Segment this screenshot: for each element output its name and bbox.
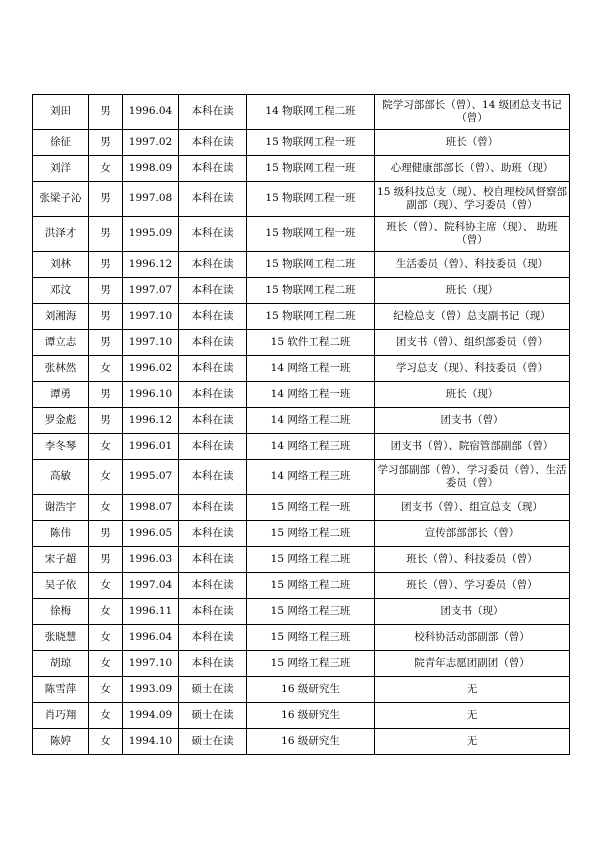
cell-education: 本科在读 xyxy=(179,278,247,304)
cell-birth: 1998.07 xyxy=(123,495,179,521)
cell-birth: 1996.10 xyxy=(123,382,179,408)
cell-sex: 男 xyxy=(89,217,123,252)
cell-role: 心理健康部部长（曾）、助班（现） xyxy=(375,156,570,182)
cell-birth: 1993.09 xyxy=(123,677,179,703)
table-row xyxy=(33,182,570,217)
cell-sex: 男 xyxy=(89,278,123,304)
cell-education: 本科在读 xyxy=(179,651,247,677)
table-row xyxy=(33,356,570,382)
table-row xyxy=(33,495,570,521)
cell-education: 本科在读 xyxy=(179,182,247,217)
cell-name: 李冬琴 xyxy=(33,434,89,460)
cell-name: 刘林 xyxy=(33,252,89,278)
cell-sex: 女 xyxy=(89,356,123,382)
cell-name: 张林然 xyxy=(33,356,89,382)
cell-role: 团支书（曾）、组宣总支（现） xyxy=(375,495,570,521)
cell-birth: 1997.10 xyxy=(123,304,179,330)
roster-table xyxy=(32,94,570,755)
cell-name: 宋子超 xyxy=(33,547,89,573)
cell-role: 15 级科技总支（现）、校自理校风督察部副部（现）、学习委员（曾） xyxy=(375,182,570,217)
cell-class: 15 物联网工程二班 xyxy=(247,278,375,304)
table-row xyxy=(33,677,570,703)
cell-class: 14 网络工程一班 xyxy=(247,356,375,382)
cell-role: 院青年志愿团副团（曾） xyxy=(375,651,570,677)
cell-education: 本科在读 xyxy=(179,304,247,330)
cell-education: 本科在读 xyxy=(179,217,247,252)
cell-class: 15 物联网工程一班 xyxy=(247,130,375,156)
cell-class: 14 网络工程三班 xyxy=(247,460,375,495)
cell-education: 本科在读 xyxy=(179,156,247,182)
cell-birth: 1997.04 xyxy=(123,573,179,599)
cell-class: 15 网络工程一班 xyxy=(247,495,375,521)
table-row xyxy=(33,252,570,278)
cell-sex: 女 xyxy=(89,651,123,677)
roster-table-body xyxy=(33,95,570,755)
cell-class: 15 物联网工程一班 xyxy=(247,217,375,252)
cell-name: 张梁子沁 xyxy=(33,182,89,217)
cell-role: 校科协活动部副部（曾） xyxy=(375,625,570,651)
cell-name: 刘洋 xyxy=(33,156,89,182)
cell-role: 纪检总支（曾）总支副书记（现） xyxy=(375,304,570,330)
cell-class: 16 级研究生 xyxy=(247,703,375,729)
cell-education: 本科在读 xyxy=(179,95,247,130)
table-row xyxy=(33,330,570,356)
table-row xyxy=(33,651,570,677)
table-row xyxy=(33,460,570,495)
cell-sex: 男 xyxy=(89,547,123,573)
cell-class: 15 网络工程三班 xyxy=(247,651,375,677)
cell-role: 无 xyxy=(375,703,570,729)
table-row xyxy=(33,156,570,182)
cell-name: 洪泽才 xyxy=(33,217,89,252)
table-row xyxy=(33,729,570,755)
cell-name: 张晓慧 xyxy=(33,625,89,651)
cell-class: 15 软件工程二班 xyxy=(247,330,375,356)
cell-class: 15 网络工程三班 xyxy=(247,625,375,651)
table-row xyxy=(33,573,570,599)
cell-name: 肖巧翔 xyxy=(33,703,89,729)
cell-role: 无 xyxy=(375,729,570,755)
cell-birth: 1996.11 xyxy=(123,599,179,625)
cell-sex: 女 xyxy=(89,703,123,729)
cell-sex: 女 xyxy=(89,677,123,703)
table-row xyxy=(33,130,570,156)
cell-education: 本科在读 xyxy=(179,330,247,356)
cell-class: 15 网络工程二班 xyxy=(247,547,375,573)
cell-education: 本科在读 xyxy=(179,495,247,521)
cell-sex: 女 xyxy=(89,495,123,521)
cell-birth: 1995.09 xyxy=(123,217,179,252)
cell-education: 本科在读 xyxy=(179,434,247,460)
cell-class: 15 物联网工程二班 xyxy=(247,304,375,330)
cell-sex: 男 xyxy=(89,95,123,130)
cell-sex: 男 xyxy=(89,252,123,278)
cell-birth: 1996.12 xyxy=(123,408,179,434)
cell-role: 班长（曾） xyxy=(375,130,570,156)
cell-education: 本科在读 xyxy=(179,252,247,278)
cell-education: 硕士在读 xyxy=(179,677,247,703)
cell-class: 15 网络工程二班 xyxy=(247,573,375,599)
cell-sex: 男 xyxy=(89,408,123,434)
cell-sex: 女 xyxy=(89,599,123,625)
cell-name: 谭勇 xyxy=(33,382,89,408)
cell-role: 班长（曾）、科技委员（曾） xyxy=(375,547,570,573)
cell-name: 陈伟 xyxy=(33,521,89,547)
cell-sex: 男 xyxy=(89,382,123,408)
cell-name: 高敏 xyxy=(33,460,89,495)
cell-birth: 1996.12 xyxy=(123,252,179,278)
cell-sex: 男 xyxy=(89,130,123,156)
table-row xyxy=(33,547,570,573)
cell-name: 邓汶 xyxy=(33,278,89,304)
cell-name: 刘田 xyxy=(33,95,89,130)
cell-role: 宣传部部部长（曾） xyxy=(375,521,570,547)
cell-education: 本科在读 xyxy=(179,521,247,547)
cell-class: 15 物联网工程一班 xyxy=(247,156,375,182)
cell-birth: 1996.01 xyxy=(123,434,179,460)
cell-role: 团支书（现） xyxy=(375,599,570,625)
cell-class: 16 级研究生 xyxy=(247,729,375,755)
cell-education: 本科在读 xyxy=(179,573,247,599)
cell-education: 本科在读 xyxy=(179,408,247,434)
cell-sex: 女 xyxy=(89,156,123,182)
roster-table-container xyxy=(32,94,569,755)
cell-class: 14 网络工程二班 xyxy=(247,408,375,434)
table-row xyxy=(33,599,570,625)
cell-education: 硕士在读 xyxy=(179,729,247,755)
cell-birth: 1994.10 xyxy=(123,729,179,755)
cell-sex: 男 xyxy=(89,304,123,330)
cell-birth: 1995.07 xyxy=(123,460,179,495)
cell-name: 陈雪萍 xyxy=(33,677,89,703)
cell-birth: 1997.08 xyxy=(123,182,179,217)
cell-role: 班长（曾）、院科协主席（现）、 助班（曾） xyxy=(375,217,570,252)
table-row xyxy=(33,278,570,304)
cell-class: 16 级研究生 xyxy=(247,677,375,703)
cell-birth: 1997.02 xyxy=(123,130,179,156)
table-row xyxy=(33,304,570,330)
cell-birth: 1996.04 xyxy=(123,95,179,130)
cell-birth: 1996.04 xyxy=(123,625,179,651)
cell-name: 徐梅 xyxy=(33,599,89,625)
cell-birth: 1997.10 xyxy=(123,330,179,356)
cell-name: 谭立志 xyxy=(33,330,89,356)
cell-sex: 男 xyxy=(89,330,123,356)
cell-name: 罗金彪 xyxy=(33,408,89,434)
cell-education: 本科在读 xyxy=(179,130,247,156)
cell-education: 本科在读 xyxy=(179,547,247,573)
cell-class: 15 物联网工程一班 xyxy=(247,182,375,217)
cell-birth: 1996.03 xyxy=(123,547,179,573)
cell-sex: 女 xyxy=(89,625,123,651)
cell-name: 吴子依 xyxy=(33,573,89,599)
cell-class: 15 物联网工程二班 xyxy=(247,252,375,278)
cell-education: 本科在读 xyxy=(179,599,247,625)
cell-education: 硕士在读 xyxy=(179,703,247,729)
cell-name: 徐征 xyxy=(33,130,89,156)
cell-sex: 女 xyxy=(89,729,123,755)
cell-birth: 1994.09 xyxy=(123,703,179,729)
cell-birth: 1998.09 xyxy=(123,156,179,182)
cell-sex: 女 xyxy=(89,573,123,599)
cell-name: 刘湘海 xyxy=(33,304,89,330)
cell-role: 学习部副部（曾）、学习委员（曾）、生活委员（曾） xyxy=(375,460,570,495)
cell-role: 生活委员（曾）、科技委员（现） xyxy=(375,252,570,278)
cell-class: 14 网络工程三班 xyxy=(247,434,375,460)
cell-role: 团支书（曾） xyxy=(375,408,570,434)
cell-name: 陈婷 xyxy=(33,729,89,755)
table-row xyxy=(33,625,570,651)
cell-role: 无 xyxy=(375,677,570,703)
cell-name: 胡琼 xyxy=(33,651,89,677)
cell-sex: 女 xyxy=(89,460,123,495)
cell-class: 15 网络工程三班 xyxy=(247,599,375,625)
cell-class: 14 网络工程一班 xyxy=(247,382,375,408)
cell-education: 本科在读 xyxy=(179,625,247,651)
cell-class: 14 物联网工程二班 xyxy=(247,95,375,130)
cell-birth: 1997.07 xyxy=(123,278,179,304)
table-row xyxy=(33,95,570,130)
cell-role: 院学习部部长（曾）、14 级团总支书记（曾） xyxy=(375,95,570,130)
cell-role: 学习总支（现）、科技委员（曾） xyxy=(375,356,570,382)
cell-birth: 1996.02 xyxy=(123,356,179,382)
table-row xyxy=(33,408,570,434)
cell-role: 班长（曾）、学习委员（曾） xyxy=(375,573,570,599)
cell-role: 班长（现） xyxy=(375,382,570,408)
cell-sex: 男 xyxy=(89,182,123,217)
cell-class: 15 网络工程二班 xyxy=(247,521,375,547)
table-row xyxy=(33,703,570,729)
cell-birth: 1996.05 xyxy=(123,521,179,547)
cell-role: 团支书（曾）、组织部委员（曾） xyxy=(375,330,570,356)
cell-role: 班长（现） xyxy=(375,278,570,304)
table-row xyxy=(33,217,570,252)
cell-sex: 女 xyxy=(89,434,123,460)
table-row xyxy=(33,434,570,460)
cell-name: 谢浩宇 xyxy=(33,495,89,521)
table-row xyxy=(33,521,570,547)
cell-birth: 1997.10 xyxy=(123,651,179,677)
cell-education: 本科在读 xyxy=(179,356,247,382)
table-row xyxy=(33,382,570,408)
cell-education: 本科在读 xyxy=(179,460,247,495)
cell-role: 团支书（曾）、院宿管部副部（曾） xyxy=(375,434,570,460)
cell-education: 本科在读 xyxy=(179,382,247,408)
cell-sex: 男 xyxy=(89,521,123,547)
